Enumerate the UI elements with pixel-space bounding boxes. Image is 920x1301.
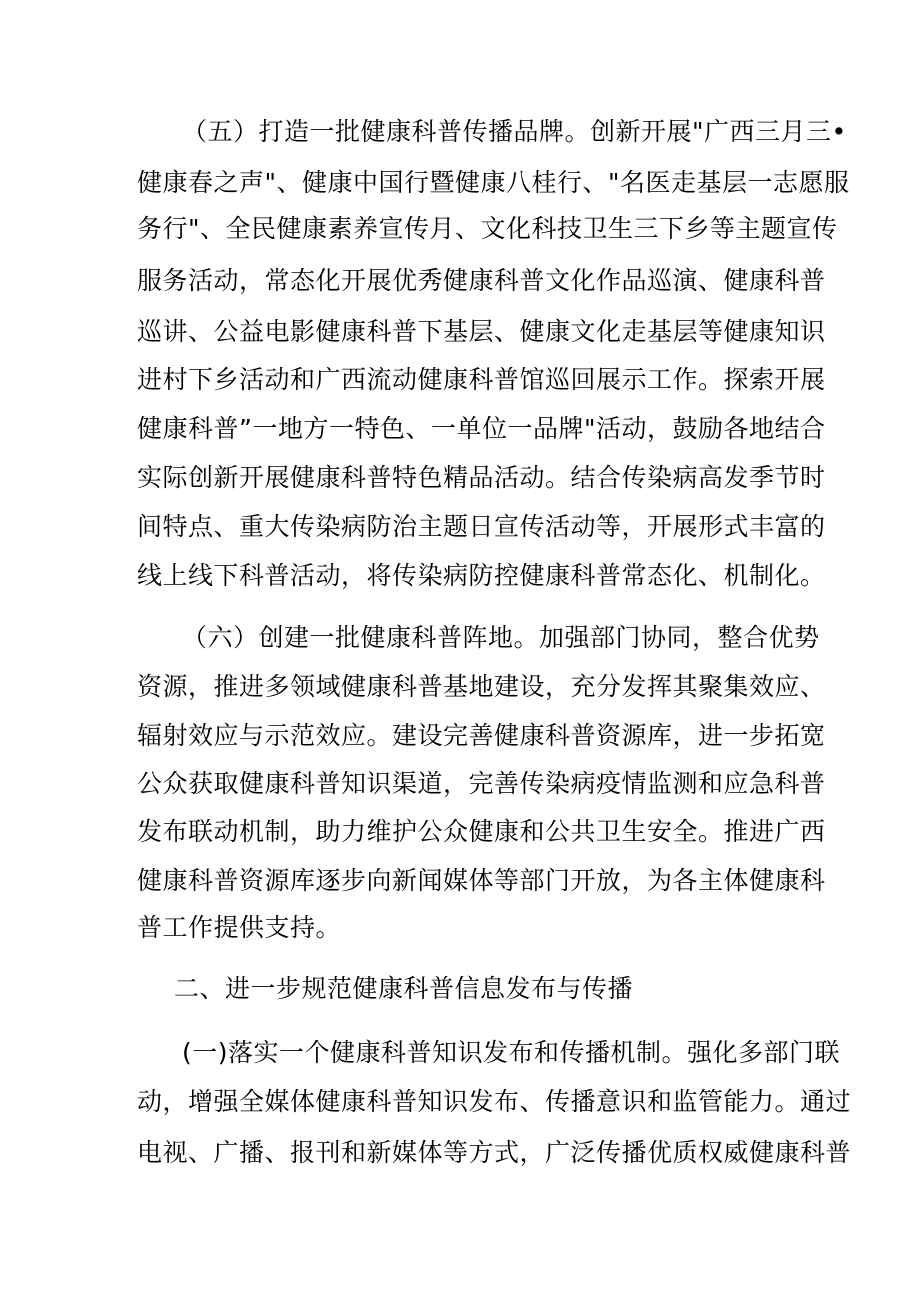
para5-line-7: 健康科普”一地方一特色、一单位一品牌"活动，鼓励各地结合 [137,414,826,443]
para5-line-6: 进村下乡活动和广西流动健康科普馆巡回展示工作。探索开展 [137,365,826,394]
para5-line-10: 线上线下科普活动，将传染病防控健康科普常态化、机制化。 [137,561,826,590]
section2-para1-line-1: (一)落实一个健康科普知识发布和传播机制。强化多部门联 [182,1038,841,1067]
section2-para1-line-2: 动，增强全媒体健康科普知识发布、传播意识和监管能力。通过 [137,1087,852,1116]
para5-line-9: 间特点、重大传染病防治主题日宣传活动等，开展形式丰富的 [137,512,826,541]
para6-line-6: 健康科普资源库逐步向新闻媒体等部门开放，为各主体健康科 [137,866,826,895]
para5-line-8: 实际创新开展健康科普特色精品活动。结合传染病高发季节时 [137,463,826,492]
para6-line-3: 辐射效应与示范效应。建设完善健康科普资源库，进一步拓宽 [137,721,826,750]
para6-line-5: 发布联动机制，助力维护公众健康和公共卫生安全。推进广西 [137,817,826,846]
para5-line-3: 务行"、全民健康素养宣传月、文化科技卫生三下乡等主题宣传 [137,214,838,243]
para6-line-7: 普工作提供支持。 [137,913,342,942]
para5-line-4: 服务活动，常态化开展优秀健康科普文化作品巡演、健康科普 [137,266,826,295]
para5-line-5: 巡讲、公益电影健康科普下基层、健康文化走基层等健康知识 [137,317,826,346]
para5-line-1: （五）打造一批健康科普传播品牌。创新开展"广西三月三• [182,117,847,146]
para6-line-2: 资源，推进多领域健康科普基地建设，充分发挥其聚集效应、 [137,672,826,701]
section2-para1-line-3: 电视、广播、报刊和新媒体等方式，广泛传播优质权威健康科普 [137,1138,852,1167]
para6-line-1: （六）创建一批健康科普阵地。加强部门协同，整合优势 [182,623,820,652]
section-heading: 二、进一步规范健康科普信息发布与传播 [174,974,634,1003]
para6-line-4: 公众获取健康科普知识渠道，完善传染病疫情监测和应急科普 [137,769,826,798]
para5-line-2: 健康春之声"、健康中国行暨健康八桂行、"名医走基层一志愿服 [137,168,850,197]
